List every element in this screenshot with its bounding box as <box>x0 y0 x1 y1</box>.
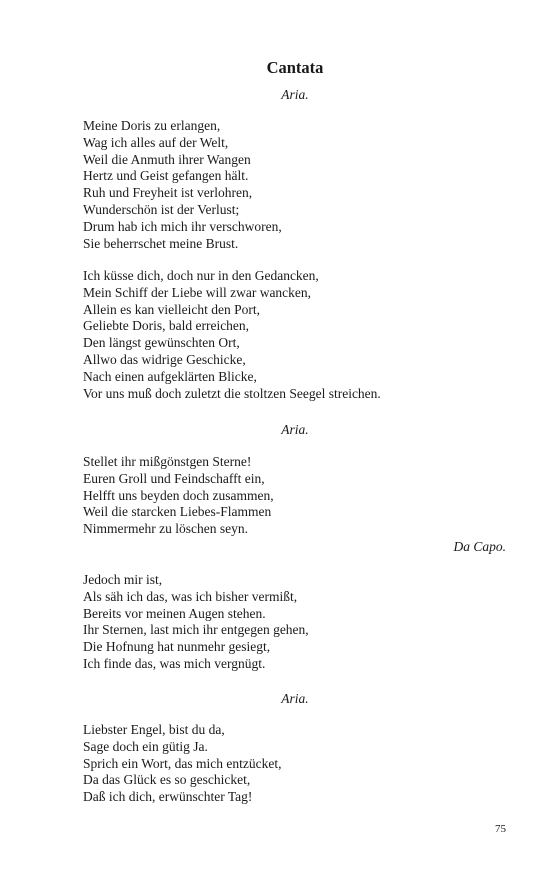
verse-line: Nimmermehr zu löschen seyn. <box>83 521 248 537</box>
verse-line: Wunderschön ist der Verlust; <box>83 201 240 217</box>
verse-line: Nach einen aufgeklärten Blicke, <box>83 368 257 384</box>
verse-line: Vor uns muß doch zuletzt die stoltzen Seegel streichen. <box>83 385 381 401</box>
verse-line: Stellet ihr mißgönstgen Sterne! <box>83 454 252 469</box>
verse-line: Sage doch ein gütig Ja. <box>83 738 208 754</box>
verse-line: Liebster Engel, bist du da, <box>83 722 225 737</box>
page-title: Cantata <box>266 58 324 77</box>
verse-line: Allein es kan vielleicht den Port, <box>83 301 260 317</box>
aria-heading-3: Aria. <box>281 691 309 706</box>
verse-line: Euren Groll und Feindschafft ein, <box>83 470 265 486</box>
verse-line: Jedoch mir ist, <box>83 572 163 587</box>
verse-line: Weil die Anmuth ihrer Wangen <box>83 151 251 167</box>
stanza-5 <box>83 722 523 806</box>
verse-line: Drum hab ich mich ihr verschworen, <box>83 218 282 234</box>
stanza-2 <box>83 268 523 402</box>
verse-line: Ich finde das, was mich vergnügt. <box>83 655 266 671</box>
verse-line: Ihr Sternen, last mich ihr entgegen gehen, <box>83 622 309 638</box>
stanza-3 <box>83 454 523 538</box>
verse-line: Sprich ein Wort, das mich entzücket, <box>83 755 282 771</box>
verse-line: Ruh und Freyheit ist verlohren, <box>83 185 253 201</box>
verse-line: Weil die starcken Liebes-Flammen <box>83 504 272 520</box>
verse-line: Als säh ich das, was ich bisher vermißt, <box>83 588 298 604</box>
verse-line: Bereits vor meinen Augen stehen. <box>83 605 266 621</box>
page-number: 75 <box>495 823 506 835</box>
verse-line: Hertz und Geist gefangen hält. <box>83 168 249 184</box>
verse-line: Allwo das widrige Geschicke, <box>83 351 246 367</box>
verse-line: Helfft uns beyden doch zusammen, <box>83 487 274 503</box>
stanza-1 <box>83 118 523 252</box>
da-capo-marking: Da Capo. <box>453 539 506 554</box>
aria-heading-1: Aria. <box>281 87 309 102</box>
verse-line: Ich küsse dich, doch nur in den Gedancken, <box>83 268 319 283</box>
aria-heading-2: Aria. <box>281 422 309 437</box>
verse-line: Die Hofnung hat nunmehr gesiegt, <box>83 639 271 655</box>
verse-line: Wag ich alles auf der Welt, <box>83 134 229 150</box>
verse-line: Sie beherrschet meine Brust. <box>83 235 239 251</box>
verse-line: Meine Doris zu erlangen, <box>83 118 221 133</box>
stanza-4 <box>83 572 523 673</box>
verse-line: Da das Glück es so geschicket, <box>83 772 251 788</box>
verse-line: Mein Schiff der Liebe will zwar wancken, <box>83 284 312 300</box>
verse-line: Geliebte Doris, bald erreichen, <box>83 318 250 334</box>
verse-line: Den längst gewünschten Ort, <box>83 335 240 351</box>
verse-line: Daß ich dich, erwünschter Tag! <box>83 789 253 805</box>
